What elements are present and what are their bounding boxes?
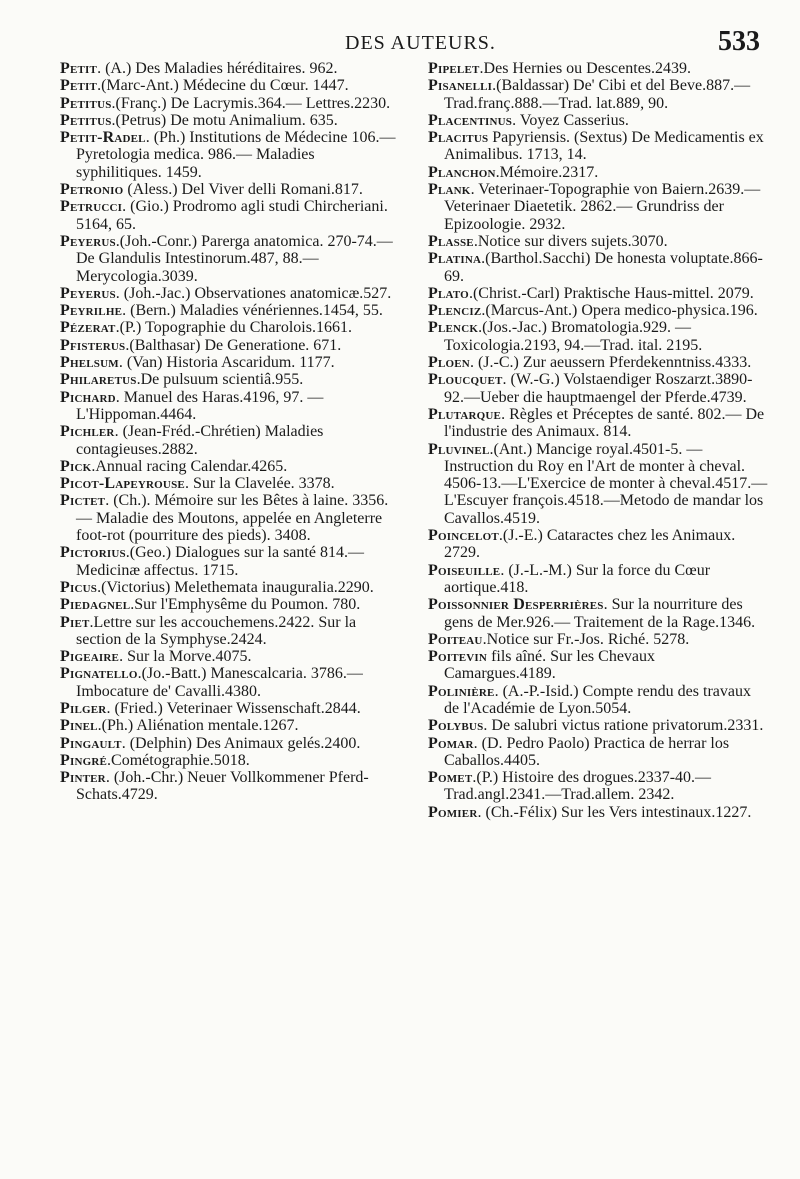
index-entry [428, 164, 770, 181]
entry-text: . (J.-C.) Zur aeussern Pferdekenntniss.4333. [469, 354, 752, 372]
author-name: Petit [60, 77, 98, 95]
entry-text: . Sur la Morve.4075. [119, 648, 252, 666]
index-entry [60, 95, 400, 112]
entry-text: .(Jos.-Jac.) Bromatologia.929. — Toxicologia.2193, 94.—Trad. ital. 2195. [444, 319, 703, 354]
entry-text: .(Petrus) De motu Animalium. 635. [111, 111, 338, 129]
index-entry [428, 181, 770, 233]
entry-text: .Annual racing Calendar.4265. [91, 457, 288, 475]
index-entry [60, 579, 400, 596]
index-entry [428, 631, 770, 648]
author-name: Poissonnier Desperrières [428, 596, 604, 614]
index-entry [428, 717, 770, 734]
author-name: Placitus [428, 129, 489, 147]
index-entry [428, 285, 770, 302]
index-entry [60, 752, 400, 769]
entry-text: .(Victorius) Melethemata inauguralia.2290. [97, 578, 374, 596]
author-name: Petitus [60, 94, 112, 112]
entry-text: .(P.) Topographie du Charolois.1661. [115, 319, 352, 337]
author-name: Petit [60, 60, 98, 77]
entry-text: . De salubri victus ratione privatorum.2331. [483, 717, 764, 735]
author-name: Placentinus [428, 111, 513, 129]
entry-text: . (W.-G.) Volstaendiger Roszarzt.3890-92.—Ueber die hauptmaengel der Pferde.4739. [444, 371, 753, 406]
author-name: Picus [60, 578, 98, 596]
index-entry [428, 233, 770, 250]
entry-text: . Règles et Préceptes de santé. 802.— De l'industrie des Animaux. 814. [444, 405, 765, 441]
entry-text: . (Delphin) Des Animaux gelés.2400. [121, 734, 361, 752]
index-entry [60, 354, 400, 371]
entry-text: . (Ch.-Félix) Sur les Vers intestinaux.1227. [477, 803, 752, 821]
index-entry [60, 458, 400, 475]
author-name: Planchon [428, 163, 496, 181]
author-name: Pictet [60, 492, 106, 510]
entry-text: .(Barthol.Sacchi) De honesta voluptate.866-69. [444, 250, 763, 285]
entry-text: .(Marcus-Ant.) Opera medico-physica.196. [481, 302, 758, 320]
author-name: Poiseuille [428, 561, 501, 579]
author-name: Pinel [60, 717, 98, 735]
entry-text: .(Geo.) Dialogues sur la santé 814.—Medicinæ affectus. 1715. [76, 544, 364, 579]
index-entry [60, 129, 400, 181]
author-name: Plato [428, 284, 469, 302]
index-entry [60, 337, 400, 354]
author-name: Plenck [428, 319, 479, 337]
author-name: Poiteau [428, 630, 483, 648]
index-entry [428, 354, 770, 371]
entry-text: .Cométographie.5018. [107, 751, 250, 769]
index-entry [60, 371, 400, 388]
entry-text: (Aless.) Del Viver delli Romani.817. [123, 181, 363, 199]
entry-text: fils aîné. Sur les Chevaux Camargues.4189. [444, 648, 656, 683]
page-number: 533 [718, 26, 760, 57]
entry-text: .(Ant.) Mancige royal.4501-5. —Instruction du Roy en l'Art de monter à cheval. 4506-13.—L'Exercice de monter à cheval.4517.— L'Escuyer françois.4518.—Metodo de mandar los Cavallos.4519. [444, 440, 768, 527]
author-name: Philaretus [60, 371, 137, 389]
author-name: Picot-Lapeyrouse [60, 475, 185, 493]
index-entry [428, 77, 770, 112]
entry-text: . (Van) Historia Ascaridum. 1177. [118, 354, 335, 372]
entry-text: .(Joh.-Conr.) Parerga anatomica. 270-74.—De Glandulis Intestinorum.487, 88.—Merycologia.3039. [76, 232, 393, 285]
author-name: Pfisterus [60, 336, 126, 354]
index-entry [428, 302, 770, 319]
entry-text: .Lettre sur les accouchemens.2422. Sur la section de la Symphyse.2424. [76, 613, 357, 648]
author-name: Ploucquet [428, 371, 503, 389]
entry-text: . (A.) Des Maladies héréditaires. 962. [97, 60, 338, 77]
index-entry [60, 60, 400, 77]
entry-text: .Mémoire.2317. [495, 163, 599, 181]
page-header [60, 26, 760, 64]
index-entry [428, 60, 770, 77]
entry-text: .Des Hernies ou Descentes.2439. [479, 60, 692, 77]
index-entry [428, 441, 770, 527]
entry-text: . (Gio.) Prodromo agli studi Chircheriani. 5164, 65. [76, 198, 388, 233]
author-name: Pichler [60, 423, 115, 441]
author-name: Pigeaire [60, 648, 120, 666]
index-entry [428, 129, 770, 164]
author-name: Pinter [60, 769, 106, 787]
entry-text: Papyriensis. (Sextus) De Medicamentis ex Animalibus. 1713, 14. [444, 129, 764, 164]
author-name: Plasse [428, 232, 474, 250]
index-entry [428, 648, 770, 683]
index-entry [60, 596, 400, 613]
author-name: Pomet [428, 769, 473, 787]
author-name: Peyerus [60, 284, 116, 302]
index-entry [60, 181, 400, 198]
entry-text: .(Franç.) De Lacrymis.364.— Lettres.2230. [111, 94, 391, 112]
index-entry [428, 769, 770, 804]
entry-text: .(Marc-Ant.) Médecine du Cœur. 1447. [97, 77, 349, 95]
index-entry [428, 406, 770, 441]
index-entry [428, 562, 770, 597]
entry-text: . (Joh.-Chr.) Neuer Vollkommener Pferd-Schats.4729. [76, 769, 369, 804]
entry-text: . (Jean-Fréd.-Chrétien) Maladies contagieuses.2882. [76, 423, 324, 458]
index-entry [60, 700, 400, 717]
author-name: Petitus [60, 111, 112, 129]
index-entry [428, 319, 770, 354]
index-entry [60, 492, 400, 544]
index-entry [428, 371, 770, 406]
entry-text: . (J.-L.-M.) Sur la force du Cœur aortique.418. [444, 561, 711, 596]
index-entry [60, 769, 400, 804]
author-name: Pluvinel [428, 440, 490, 458]
entry-text: . Manuel des Haras.4196, 97. —L'Hippoman.4464. [76, 388, 324, 423]
author-name: Pézerat [60, 319, 116, 337]
author-name: Pingault [60, 734, 122, 752]
entry-text: .(Ph.) Aliénation mentale.1267. [97, 717, 299, 735]
left-column [60, 60, 400, 804]
entry-text: .Sur l'Emphysême du Poumon. 780. [130, 596, 361, 614]
index-entry [60, 77, 400, 94]
author-name: Pingré [60, 751, 108, 769]
entry-text: . (A.-P.-Isid.) Compte rendu des travaux de l'Académie de Lyon.5054. [444, 682, 751, 717]
right-column [428, 60, 770, 821]
author-name: Piedagnel [60, 596, 131, 614]
author-name: Pichard [60, 388, 116, 406]
index-entry [60, 198, 400, 233]
author-name: Plenciz [428, 302, 482, 320]
index-entry [428, 804, 770, 821]
entry-text: .(P.) Histoire des drogues.2337-40.—Trad.angl.2341.—Trad.allem. 2342. [444, 769, 712, 804]
author-name: Petit-Radel [60, 129, 146, 147]
index-entry [60, 389, 400, 424]
entry-text: . Sur la Clavelée. 3378. [184, 475, 335, 493]
author-name: Pipelet [428, 60, 480, 77]
author-name: Phelsum [60, 354, 119, 372]
author-name: Pick [60, 457, 92, 475]
index-entry [428, 596, 770, 631]
author-name: Polybus [428, 717, 484, 735]
entry-text: . (Fried.) Veterinaer Wissenschaft.2844. [106, 699, 361, 717]
index-entry [60, 112, 400, 129]
entry-text: . Veterinaer-Topographie von Baiern.2639.—Veterinaer Diaetetik. 2862.— Grundriss der Epizoologie. 2932. [444, 181, 761, 233]
index-entry [60, 544, 400, 579]
author-name: Pilger [60, 699, 107, 717]
entry-text: . Sur la nourriture des gens de Mer.926.— Traitement de la Rage.1346. [444, 596, 756, 631]
author-name: Pomier [428, 803, 478, 821]
entry-text: . (Joh.-Jac.) Observationes anatomicæ.527. [115, 284, 392, 302]
entry-text: .(Balthasar) De Generatione. 671. [125, 336, 342, 354]
author-name: Pisanelli [428, 77, 493, 95]
entry-text: . Voyez Casserius. [512, 111, 629, 129]
entry-text: .Notice sur Fr.-Jos. Riché. 5278. [482, 630, 690, 648]
index-entry [60, 648, 400, 665]
index-entry [428, 112, 770, 129]
entry-text: . (Bern.) Maladies vénériennes.1454, 55. [122, 302, 383, 320]
author-name: Pomar [428, 734, 474, 752]
index-entry [428, 250, 770, 285]
index-entry [60, 302, 400, 319]
index-entry [60, 665, 400, 700]
author-name: Petrucci [60, 198, 123, 216]
author-name: Poincelot [428, 527, 499, 545]
author-name: Peyerus [60, 232, 116, 250]
index-entry [60, 735, 400, 752]
author-name: Plank [428, 181, 471, 199]
author-name: Platina [428, 250, 482, 268]
entry-text: . (Ph.) Institutions de Médecine 106.—Pyretologia medica. 986.— Maladies syphilitiques. 1459. [76, 129, 396, 181]
entry-text: .Notice sur divers sujets.3070. [473, 232, 668, 250]
index-entry [428, 683, 770, 718]
index-entry [60, 285, 400, 302]
author-name: Plutarque [428, 405, 502, 423]
author-name: Poitevin [428, 648, 488, 666]
index-entry [60, 319, 400, 336]
author-name: Peyrilhe [60, 302, 123, 320]
entry-text: .De pulsuum scientiâ.955. [136, 371, 304, 389]
author-name: Pignatello [60, 665, 138, 683]
index-entry [428, 527, 770, 562]
author-name: Ploen [428, 354, 470, 372]
index-entry [60, 475, 400, 492]
index-entry [428, 735, 770, 770]
entry-text: .(Jo.-Batt.) Manescalcaria. 3786.—Imbocature de' Cavalli.4380. [76, 665, 363, 700]
entry-text: . (D. Pedro Paolo) Practica de herrar los Caballos.4405. [444, 734, 730, 769]
entry-text: . (Ch.). Mémoire sur les Bêtes à laine. 3356. — Maladie des Moutons, appelée en Angleterre foot-rot (pourriture des pieds). 3408. [76, 492, 389, 545]
running-head: DES AUTEURS. [345, 32, 496, 54]
entry-text: .(J.-E.) Cataractes chez les Animaux. 2729. [444, 527, 736, 562]
author-name: Piet [60, 613, 90, 631]
index-entry [60, 717, 400, 734]
index-entry [60, 423, 400, 458]
author-name: Polinière [428, 682, 495, 700]
author-name: Petronio [60, 181, 124, 199]
entry-text: .(Christ.-Carl) Praktische Haus-mittel. 2079. [468, 284, 754, 302]
index-entry [60, 614, 400, 649]
index-entry [60, 233, 400, 285]
author-name: Pictorius [60, 544, 126, 562]
entry-text: .(Baldassar) De' Cibi et del Beve.887.—Trad.franç.888.—Trad. lat.889, 90. [444, 77, 751, 112]
